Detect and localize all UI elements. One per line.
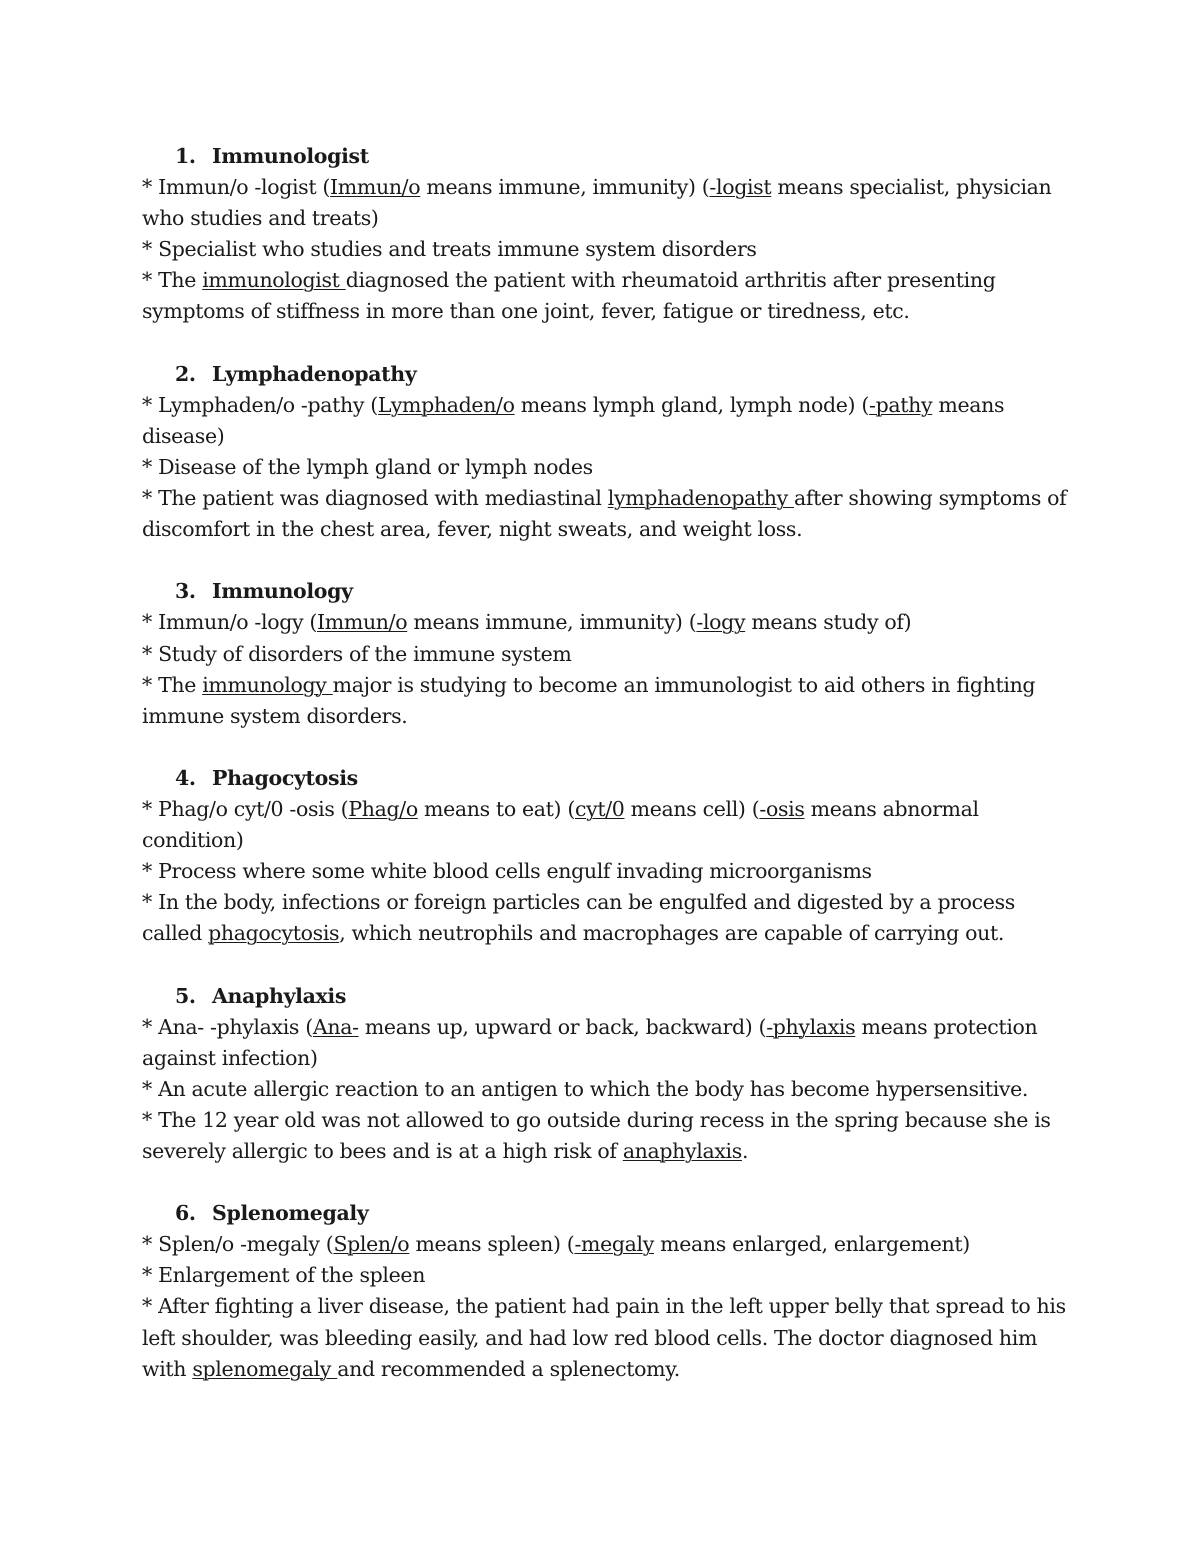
text-segment: means cell) ( bbox=[624, 796, 760, 821]
term-title: Splenomegaly bbox=[212, 1201, 369, 1226]
term-example bbox=[142, 483, 1072, 545]
term-example bbox=[142, 265, 1072, 327]
text-segment: * Immun/o -logy ( bbox=[142, 610, 318, 635]
term-title: Phagocytosis bbox=[212, 765, 358, 790]
text-segment: * Splen/o -megaly ( bbox=[142, 1232, 334, 1257]
text-segment: major is studying to become an immunologist to aid others in fighting immune system disorders. bbox=[142, 672, 1036, 728]
term-entry bbox=[142, 763, 1072, 950]
term-definition bbox=[142, 452, 1072, 483]
text-segment: means lymph gland, lymph node) ( bbox=[514, 392, 870, 417]
text-segment: means protection against infection) bbox=[142, 1014, 1038, 1070]
underlined-word-part: Immun/o bbox=[317, 610, 408, 635]
term-definition bbox=[142, 639, 1072, 670]
term-number: 3. bbox=[175, 579, 196, 604]
underlined-word-part: immunologist bbox=[202, 268, 346, 293]
term-heading bbox=[142, 141, 1072, 172]
term-example bbox=[142, 1105, 1072, 1167]
document-page bbox=[142, 141, 1072, 1416]
term-number: 1. bbox=[175, 144, 196, 168]
term-title: Immunologist bbox=[212, 144, 369, 168]
text-segment: means immune, immunity) ( bbox=[407, 610, 697, 635]
term-definition bbox=[142, 856, 1072, 887]
text-segment: means to eat) ( bbox=[417, 796, 575, 821]
term-entry bbox=[142, 359, 1072, 546]
underlined-word-part: -pathy bbox=[869, 392, 933, 417]
text-segment: means disease) bbox=[142, 392, 1005, 448]
term-example bbox=[142, 887, 1072, 949]
term-title: Immunology bbox=[212, 579, 353, 604]
text-segment: means up, upward or back, backward) ( bbox=[358, 1014, 767, 1039]
term-number: 4. bbox=[175, 765, 196, 790]
text-segment: * The 12 year old was not allowed to go outside during recess in the spring because she is severely allergic to bees and is at a high risk of bbox=[142, 1107, 1051, 1163]
term-heading bbox=[142, 359, 1072, 390]
term-entry bbox=[142, 981, 1072, 1168]
text-segment: * The bbox=[142, 268, 203, 293]
term-definition bbox=[142, 1074, 1072, 1105]
text-segment: * Lymphaden/o -pathy ( bbox=[142, 392, 378, 417]
underlined-word-part: immunology bbox=[202, 672, 333, 697]
underlined-word-part: -logy bbox=[696, 610, 746, 635]
text-segment: and recommended a splenectomy. bbox=[337, 1356, 680, 1381]
term-breakdown bbox=[142, 794, 1072, 856]
text-segment: * Study of disorders of the immune system bbox=[142, 641, 572, 666]
term-heading bbox=[142, 576, 1072, 607]
term-entry bbox=[142, 576, 1072, 731]
term-heading bbox=[142, 763, 1072, 794]
term-breakdown bbox=[142, 607, 1072, 638]
term-definition bbox=[142, 234, 1072, 265]
underlined-word-part: anaphylaxis bbox=[622, 1139, 742, 1163]
text-segment: , which neutrophils and macrophages are capable of carrying out. bbox=[339, 921, 1004, 946]
underlined-word-part: lymphadenopathy bbox=[607, 486, 794, 511]
term-example bbox=[142, 670, 1072, 732]
term-breakdown bbox=[142, 390, 1072, 452]
term-breakdown bbox=[142, 1012, 1072, 1074]
term-definition bbox=[142, 1260, 1072, 1291]
term-title: Anaphylaxis bbox=[212, 983, 347, 1008]
term-number: 5. bbox=[175, 983, 196, 1008]
underlined-word-part: -phylaxis bbox=[766, 1014, 856, 1039]
text-segment: * Specialist who studies and treats immune system disorders bbox=[142, 237, 757, 262]
underlined-word-part: Splen/o bbox=[333, 1232, 410, 1257]
term-breakdown bbox=[142, 172, 1072, 234]
text-segment: * Disease of the lymph gland or lymph nodes bbox=[142, 454, 593, 479]
underlined-word-part: -logist bbox=[709, 175, 772, 200]
text-segment: * The patient was diagnosed with mediastinal bbox=[142, 486, 608, 511]
term-heading bbox=[142, 981, 1072, 1012]
text-segment: after showing symptoms of discomfort in the chest area, fever, night sweats, and weight loss. bbox=[142, 486, 1067, 542]
text-segment: means immune, immunity) ( bbox=[420, 175, 710, 200]
text-segment: * After fighting a liver disease, the patient had pain in the left upper belly that spread to his left shoulder, was bleeding easily, and had low red blood cells. The doctor diagnosed him with bbox=[142, 1294, 1066, 1381]
term-title: Lymphadenopathy bbox=[212, 361, 417, 386]
term-entry bbox=[142, 1198, 1072, 1385]
text-segment: * In the body, infections or foreign particles can be engulfed and digested by a process called bbox=[142, 890, 1015, 946]
underlined-word-part: Phag/o bbox=[348, 796, 418, 821]
text-segment: * Process where some white blood cells engulf invading microorganisms bbox=[142, 859, 872, 884]
term-example bbox=[142, 1291, 1072, 1384]
text-segment: * Enlargement of the spleen bbox=[142, 1263, 426, 1288]
underlined-word-part: Ana- bbox=[312, 1014, 359, 1039]
text-segment: * Ana- -phylaxis ( bbox=[142, 1014, 313, 1039]
text-segment: means spleen) ( bbox=[409, 1232, 575, 1257]
text-segment: * Immun/o -logist ( bbox=[142, 175, 331, 200]
term-number: 2. bbox=[175, 361, 196, 386]
text-segment: * An acute allergic reaction to an antigen to which the body has become hypersensitive. bbox=[142, 1076, 1029, 1101]
text-segment: . bbox=[741, 1139, 749, 1163]
text-segment: means abnormal condition) bbox=[142, 796, 979, 853]
underlined-word-part: Immun/o bbox=[330, 175, 421, 200]
underlined-word-part: splenomegaly bbox=[192, 1356, 338, 1381]
underlined-word-part: Lymphaden/o bbox=[377, 392, 515, 417]
text-segment: means enlarged, enlargement) bbox=[653, 1232, 970, 1257]
underlined-word-part: phagocytosis bbox=[208, 921, 340, 946]
underlined-word-part: -megaly bbox=[574, 1232, 654, 1257]
text-segment: diagnosed the patient with rheumatoid arthritis after presenting symptoms of stiffness in more than one joint, fever, fatigue or tiredness, etc. bbox=[142, 268, 996, 324]
text-segment: means specialist, physician who studies and treats) bbox=[142, 175, 1052, 231]
term-heading bbox=[142, 1198, 1072, 1229]
underlined-word-part: -osis bbox=[759, 796, 805, 821]
term-number: 6. bbox=[175, 1201, 196, 1226]
term-entry bbox=[142, 141, 1072, 328]
term-breakdown bbox=[142, 1229, 1072, 1260]
text-segment: * The bbox=[142, 672, 203, 697]
text-segment: means study of) bbox=[745, 610, 912, 635]
underlined-word-part: cyt/0 bbox=[574, 796, 625, 821]
text-segment: * Phag/o cyt/0 -osis ( bbox=[142, 796, 349, 821]
